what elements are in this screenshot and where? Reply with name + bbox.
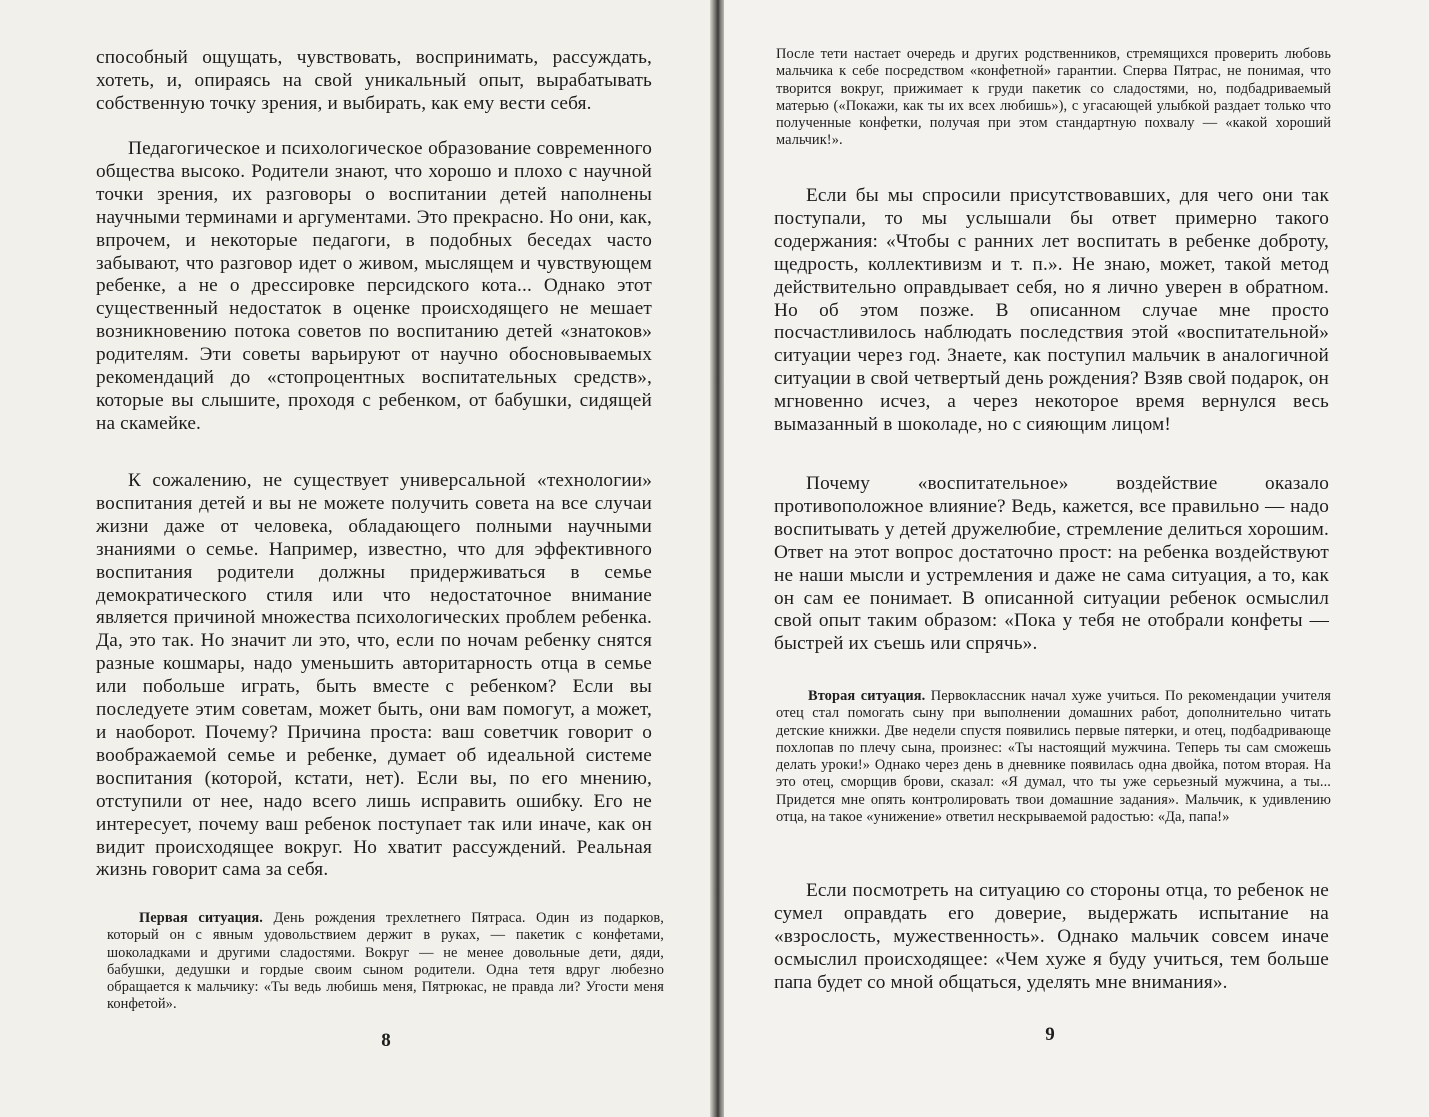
- right-paragraph-2: Почему «воспитательное» воздействие оказало противоположное влияние? Ведь, кажется, все правильно — надо воспитывать у детей дружелюбие, стремление делиться хорошим. Ответ на этот вопрос достаточно прост: на ребенка воздействуют не наши мысли и устремления и даже не сама ситуация, а то, как он сам ее понимает. В описанной ситуации ребенок осмыслил свой опыт таким образом: «Пока у тебя не отобрали конфеты — быстрей их съешь или спрячь».: [774, 473, 1329, 655]
- first-situation-case: [107, 910, 664, 1014]
- second-situation-title: Вторая ситуация.: [808, 688, 926, 704]
- right-paragraph-1: Если бы мы спросили присутствовавших, для чего они так поступали, то мы услышали бы ответ примерно такого содержания: «Чтобы с ранних лет воспитать в ребенке доброту, щедрость, коллективизм и т. п.». Не знаю, может, такой метод действительно оправдывает себя, но я лично уверен в обратном. Но об этом позже. В описанном случае мне просто посчастливилось наблюдать последствия этой «воспитательной» ситуации через год. Знаете, как поступил мальчик в аналогичной ситуации в свой четвертый день рождения? Взяв свой подарок, он мгновенно исчез, а через некоторое время вернулся весь вымазанный в шоколаде, но с сияющим лицом!: [774, 185, 1329, 436]
- first-situation-title: Первая ситуация.: [139, 910, 264, 926]
- left-page: [0, 0, 712, 1117]
- right-paragraph-3: Если посмотреть на ситуацию со стороны отца, то ребенок не сумел оправдать его доверие, выдержать испытание на «взрослость, мужественность». Однако мальчик совсем иначе осмыслил происходящее: «Чем хуже я буду учиться, тем больше папа будет со мной общаться, уделять мне внимания».: [774, 880, 1329, 993]
- second-situation-text: Первоклассник начал хуже учиться. По рекомендации учителя отец стал помогать сыну при выполнении домашних работ, дополнительно читать детские книжки. Две недели спустя появились первые пятерки, и отец, подбадривающе похлопав по плечу сына, произнес: «Ты настоящий мужчина. Теперь ты сам сможешь делать уроки!» Однако через день в дневнике появилась одна двойка, потом вторая. На это отец, сморщив брови, сказал: «Я думал, что ты уже серьезный мужчина, а ты... Придется мне опять контролировать твои домашние задания». Мальчик, к удивлению отца, на такое «унижение» ответил нескрываемой радостью: «Да, папа!»: [776, 688, 1331, 826]
- right-page: [724, 0, 1429, 1117]
- page-number-right: 9: [1045, 1024, 1055, 1045]
- first-situation-text: День рождения трехлетнего Пятраса. Один из подарков, который он с явным удовольствием держит в руках, — пакетик с конфетами, шоколадками и другими сладостями. Вокруг — не менее довольные дети, дяди, бабушки, дедушки и гордые своим сыном родители. Одна тетя вдруг любезно обращается к мальчику: «Ты ведь любишь меня, Пятрюкас, не правда ли? Угости меня конфетой».: [107, 910, 664, 1013]
- left-paragraph-1: способный ощущать, чувствовать, воспринимать, рассуждать, хотеть, и, опираясь на свой уникальный опыт, вырабатывать собственную точку зрения, и выбирать, как ему вести себя.: [96, 47, 652, 114]
- second-situation-case: [776, 688, 1331, 826]
- left-paragraph-3: К сожалению, не существует универсальной «технологии» воспитания детей и вы не можете получить совета на все случаи жизни даже от человека, обладающего полными научными знаниями о семье. Например, известно, что для эффективного воспитания родители должны придерживаться в семье демократического стиля или что недостаточное внимание является причиной множества психологических проблем ребенка. Да, это так. Но значит ли это, что, если по ночам ребенку снятся разные кошмары, надо уменьшить авторитарность отца в семье или побольше играть, быть вместе с ребенком? Если вы последуете этим советам, может быть, они вам помогут, а может, и наоборот. Почему? Причина проста: ваш советчик говорит о воображаемой семье и ребенке, думает об идеальной системе воспитания (которой, кстати, нет). Если вы, по его мнению, отступили от нее, надо всего лишь исправить ошибку. Его не интересует, почему ваш ребенок поступает так или иначе, как он видит происходящее вокруг. Но хватит рассуждений. Реальная жизнь говорит сама за себя.: [96, 470, 652, 881]
- page-number-left: 8: [381, 1030, 391, 1051]
- first-situation-continuation: После тети настает очередь и других родственников, стремящихся проверить любовь мальчика к себе посредством «конфетной» гарантии. Сперва Пятрас, не понимая, что творится вокруг, прижимает к груди пакетик со сладостями, но, подбадриваемый матерью («Покажи, как ты их всех любишь»), с угасающей улыбкой раздает только что полученные конфетки, получая при этом стандартную похвалу — «какой хороший мальчик!».: [776, 46, 1331, 149]
- left-paragraph-2: Педагогическое и психологическое образование современного общества высоко. Родители знают, что хорошо и плохо с научной точки зрения, их разговоры о воспитании детей наполнены научными терминами и аргументами. Это прекрасно. Но они, как, впрочем, и некоторые педагоги, в подобных беседах часто забывают, что разговор идет о живом, мыслящем и чувствующем ребенке, а не о дрессировке персидского кота... Однако этот существенный недостаток в оценке происходящего не мешает возникновению потока советов по воспитанию детей «знатоков» родителям. Эти советы варьируют от научно обосновываемых рекомендаций до «стопроцентных воспитательных средств», которые вы слышите, проходя с ребенком, от бабушки, сидящей на скамейке.: [96, 138, 652, 434]
